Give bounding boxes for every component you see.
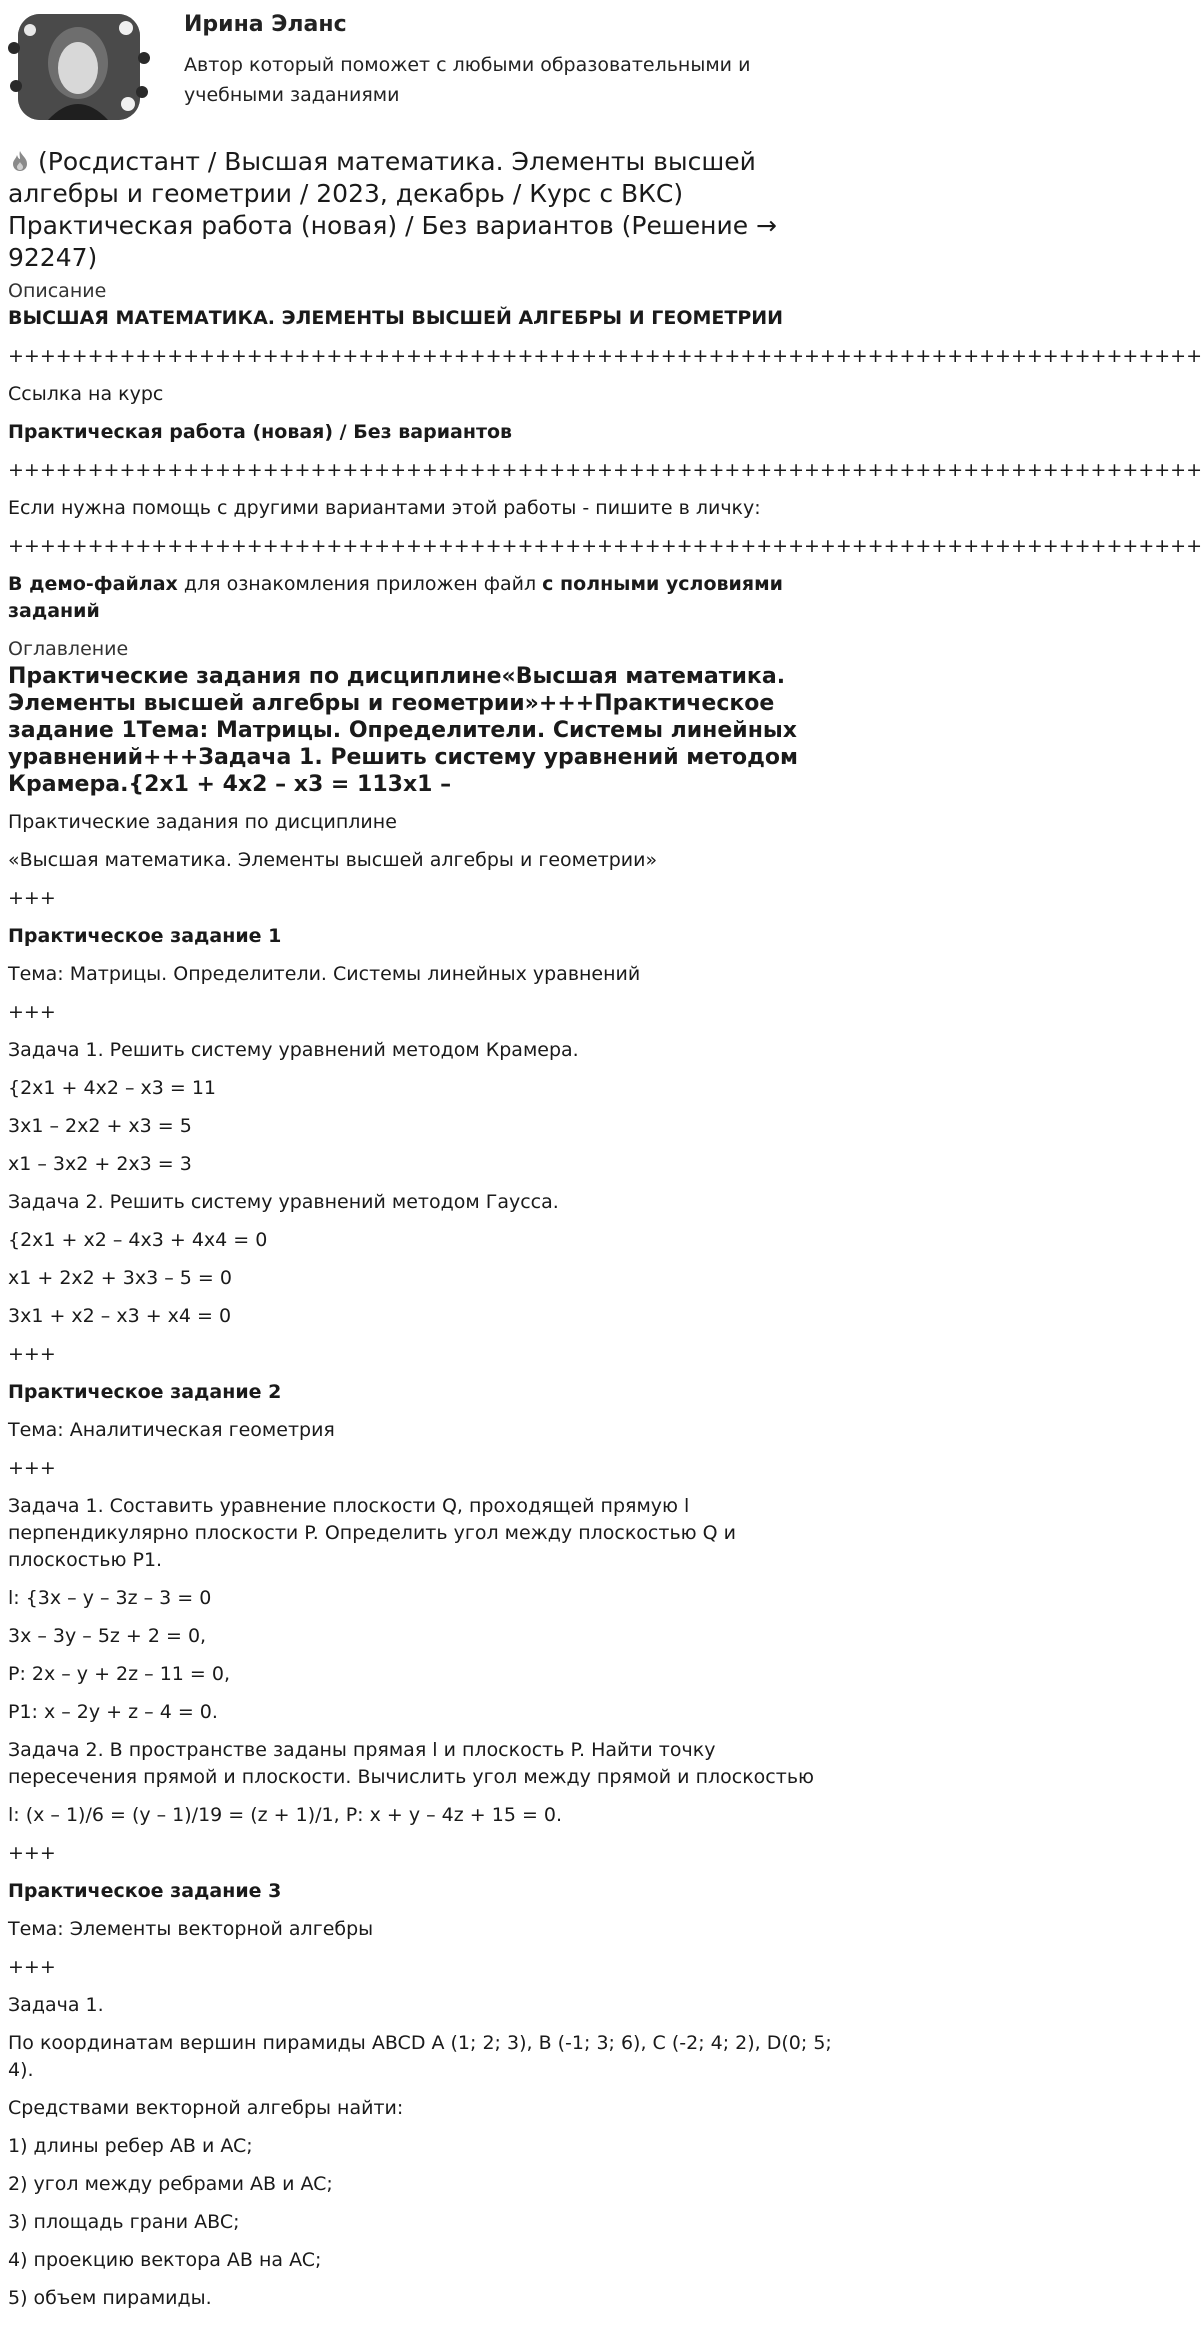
body-paragraph: Задача 2. Решить систему уравнений методом Гаусса.: [8, 1191, 559, 1213]
course-link-text[interactable]: Ссылка на курс: [8, 383, 164, 405]
toc-label: Оглавление: [8, 638, 129, 660]
body-paragraph: l: {3x – y – 3z – 3 = 0: [8, 1587, 212, 1609]
body-paragraph: {2x1 + 4x2 – x3 = 11: [8, 1077, 217, 1099]
body-paragraph: Средствами векторной алгебры найти:: [8, 2097, 404, 2119]
demo-note-bold-2: с полными условиями заданий: [8, 573, 783, 622]
body-paragraph: 3x1 – 2x2 + x3 = 5: [8, 1115, 192, 1137]
fire-icon: [8, 150, 32, 172]
body-paragraph: 3x – 3y – 5z + 2 = 0,: [8, 1625, 207, 1647]
body-paragraph: x1 + 2x2 + 3x3 – 5 = 0: [8, 1267, 232, 1289]
work-heading: Практическая работа (новая) / Без вариантов: [8, 421, 513, 443]
body-paragraph: Тема: Аналитическая геометрия: [8, 1419, 335, 1441]
body-paragraph: +++: [8, 1343, 56, 1365]
body-paragraph: +++: [8, 887, 56, 909]
body-paragraph: Тема: Элементы векторной алгебры: [8, 1918, 374, 1940]
body-paragraph: {2x1 + x2 – 4x3 + 4x4 = 0: [8, 1229, 268, 1251]
body-paragraph: Тема: Матрицы. Определители. Системы линейных уравнений: [8, 963, 641, 985]
author-avatar[interactable]: [8, 8, 150, 126]
body-paragraph: 3x1 + x2 – x3 + x4 = 0: [8, 1305, 232, 1327]
body-paragraph: Задача 1. Решить систему уравнений методом Крамера.: [8, 1039, 579, 1061]
course-link[interactable]: [8, 381, 838, 408]
plus-divider: +++++++++++++++++++++++++++++++++++++++++++++++++++++++++++++++++++++++++++: [8, 535, 1202, 557]
body-paragraph: +++: [8, 1956, 56, 1978]
description-label: Описание: [8, 280, 107, 302]
plus-divider: +++++++++++++++++++++++++++++++++++++++++++++++++++++++++++++++++++++++++++: [8, 345, 1202, 367]
body-paragraph: 4) проекцию вектора AB на AC;: [8, 2249, 322, 2271]
author-card: [0, 0, 847, 140]
body-paragraph: 5) объем пирамиды.: [8, 2287, 212, 2309]
toc-title: Практические задания по дисциплине«Высшая математика. Элементы высшей алгебры и геометрии»+++Практическое задание 1Тема: Матрицы. Определители. Системы линейных уравнений+++Задача 1. Решить систему уравнений методом Крамера.{2x1 + 4x2 – x3 = 113x1 –: [8, 664, 798, 797]
body-paragraph: По координатам вершин пирамиды ABCD A (1; 2; 3), B (-1; 3; 6), C (-2; 4; 2), D(0; 5; 4).: [8, 2032, 832, 2081]
body-paragraph: P1: x – 2y + z – 4 = 0.: [8, 1701, 218, 1723]
section-heading: Практическое задание 1: [8, 925, 282, 947]
author-name[interactable]: Ирина Эланс: [184, 12, 347, 37]
body-paragraph: +++: [8, 1457, 56, 1479]
body-paragraph: Задача 2. В пространстве заданы прямая l и плоскость P. Найти точку пересечения прямой и плоскости. Вычислить угол между прямой и плоскостью: [8, 1739, 815, 1788]
page-title: [8, 146, 838, 274]
body-paragraph: Задача 1. Составить уравнение плоскости Q, проходящей прямую l перпендикулярно плоскости P. Определить угол между плоскостью Q и плоскостью P1.: [8, 1495, 737, 1571]
body-paragraph: +++: [8, 1842, 56, 1864]
plus-divider: +++++++++++++++++++++++++++++++++++++++++++++++++++++++++++++++++++++++++++: [8, 459, 1202, 481]
help-text: Если нужна помощь с другими вариантами этой работы - пишите в личку:: [8, 497, 761, 519]
subject-heading: ВЫСШАЯ МАТЕМАТИКА. ЭЛЕМЕНТЫ ВЫСШЕЙ АЛГЕБРЫ И ГЕОМЕТРИИ: [8, 307, 784, 329]
author-description: Автор который поможет с любыми образовательными и учебными заданиями: [184, 54, 751, 106]
body-paragraph: l: (x – 1)/6 = (y – 1)/19 = (z + 1)/1, P: x + y – 4z + 15 = 0.: [8, 1804, 563, 1826]
page-title-text: (Росдистант / Высшая математика. Элементы высшей алгебры и геометрии / 2023, декабрь / Курс с ВКС) Практическая работа (новая) / Без вариантов (Решение → 92247): [8, 147, 777, 272]
body-paragraph: Практические задания по дисциплине: [8, 811, 397, 833]
task-body: [8, 809, 838, 2312]
body-paragraph: 1) длины ребер AB и AC;: [8, 2135, 253, 2157]
section-heading: Практическое задание 3: [8, 1880, 282, 1902]
body-paragraph: +++: [8, 1001, 56, 1023]
body-paragraph: x1 – 3x2 + 2x3 = 3: [8, 1153, 192, 1175]
body-paragraph: Задача 1.: [8, 1994, 104, 2016]
body-paragraph: 2) угол между ребрами AB и AC;: [8, 2173, 333, 2195]
section-heading: Практическое задание 2: [8, 1381, 282, 1403]
demo-note-text: для ознакомления приложен файл: [177, 573, 543, 595]
body-paragraph: «Высшая математика. Элементы высшей алгебры и геометрии»: [8, 849, 658, 871]
demo-note-bold-1: В демо-файлах: [8, 573, 178, 595]
demo-note: [8, 571, 838, 625]
listing-content: [8, 146, 1202, 2323]
body-paragraph: 3) площадь грани ABC;: [8, 2211, 240, 2233]
body-paragraph: P: 2x – y + 2z – 11 = 0,: [8, 1663, 230, 1685]
